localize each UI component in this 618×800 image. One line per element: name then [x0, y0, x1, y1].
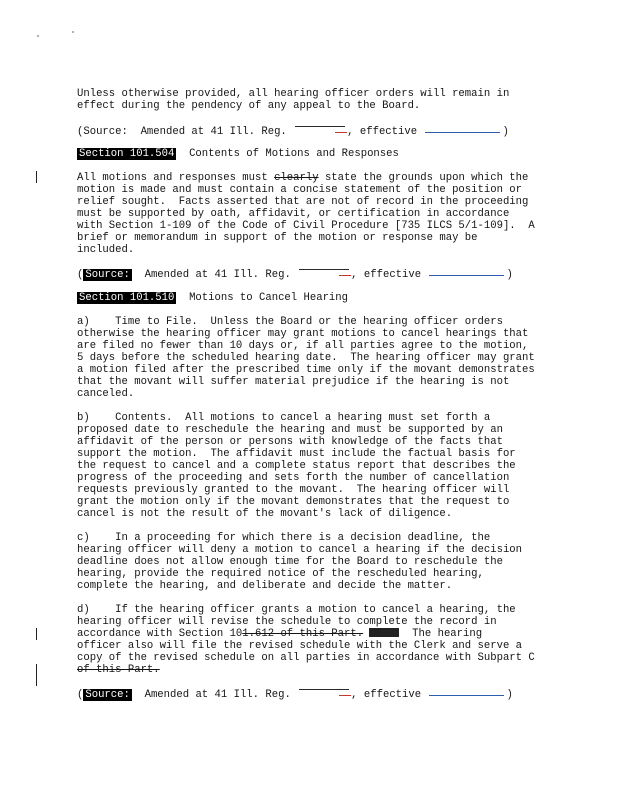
text-line: the request to cancel and a complete status report that describes the: [77, 460, 516, 472]
struck-text: 1.612 of this Part.: [242, 628, 364, 640]
source-highlight: Source:: [85, 689, 130, 701]
text-line: canceled.: [77, 388, 135, 400]
text-line: 5 days before the scheduled hearing date. The hearing officer may grant: [77, 352, 535, 364]
scan-speck: [37, 35, 39, 37]
scan-speck: [72, 31, 74, 33]
blank-date: [429, 694, 504, 696]
blank-volume: [299, 268, 349, 270]
revision-bar: [36, 676, 37, 686]
text-line: All motions and responses must clearly state the grounds upon which the: [77, 172, 529, 184]
text-line: c) In a proceeding for which there is a decision deadline, the: [77, 532, 491, 544]
blank-date: [429, 274, 504, 276]
text-line: officer also will file the revised schedule with the Clerk and serve a: [77, 640, 523, 652]
text-line: that the movant will suffer material prejudice if the hearing is not: [77, 376, 510, 388]
section-heading: Section 101.504 Contents of Motions and Responses: [79, 148, 399, 160]
source-note: ( Source: Amended at 41 Ill. Reg. , effective ): [77, 689, 513, 701]
struck-text: of this Part.: [77, 664, 160, 676]
revision-bar: [36, 664, 37, 676]
source-text: (Source: Amended at 41 Ill. Reg.: [77, 126, 294, 138]
text-line: Unless otherwise provided, all hearing officer orders will remain in: [77, 88, 510, 100]
struck-word: clearly: [274, 172, 319, 184]
text-line: are filed no fewer than 10 days or, if all parties agree to the motion,: [77, 340, 529, 352]
text-line: support the motion. The affidavit must include the factual basis for: [77, 448, 516, 460]
text-line: proposed date to reschedule the hearing and must be supported by an: [77, 424, 503, 436]
text-line: [77, 664, 547, 676]
text-line: d) If the hearing officer grants a motion to cancel a hearing, the: [77, 604, 516, 616]
text-line: relief sought. Facts asserted that are not of record in the proceeding: [77, 196, 529, 208]
text-line: effect during the pendency of any appeal to the Board.: [77, 100, 421, 112]
blank-date: [425, 131, 500, 133]
text-line: a) Time to File. Unless the Board or the hearing officer orders: [77, 316, 503, 328]
text-line: accordance with Section 101.612 of this Part. The hearing: [77, 628, 483, 640]
section-heading: Section 101.510 Motions to Cancel Hearing: [79, 292, 349, 304]
source-note: [77, 125, 547, 138]
text-line: requests previously granted to the movant. The hearing officer will: [77, 484, 510, 496]
text-line: hearing, provide the required notice of the rescheduled hearing,: [77, 568, 484, 580]
redaction-mark: [369, 628, 399, 637]
text-line: otherwise the hearing officer may grant motions to cancel hearings that: [77, 328, 529, 340]
section-number-highlight: Section 101.504: [79, 148, 175, 160]
text-line: b) Contents. All motions to cancel a hearing must set forth a: [77, 412, 491, 424]
text-line: grant the motion only if the movant demonstrates that the request to: [77, 496, 510, 508]
text-line: a motion filed after the prescribed time only if the movant demonstrates: [77, 364, 535, 376]
revision-bar: [36, 628, 37, 640]
text-line: hearing officer will revise the schedule to complete the record in: [77, 616, 497, 628]
text-line: cancel is not the result of the movant's lack of diligence.: [77, 508, 453, 520]
text-line: with Section 1-109 of the Code of Civil Procedure [735 ILCS 5/1-109]. A: [77, 220, 535, 232]
text-line: complete the hearing, and deliberate and decide the matter.: [77, 580, 453, 592]
text-line: affidavit of the person or persons with knowledge of the facts that: [77, 436, 503, 448]
source-close: ): [502, 126, 509, 138]
text-line: deadline does not allow enough time for the Board to reschedule the: [77, 556, 503, 568]
section-number-highlight: Section 101.510: [79, 292, 175, 304]
blank-volume: [299, 688, 349, 690]
text-line: must be supported by oath, affidavit, or certification in accordance: [77, 208, 510, 220]
blank-volume: [295, 125, 345, 127]
source-highlight: Source:: [85, 269, 130, 281]
text-line: brief or memorandum in support of the motion or response may be: [77, 232, 478, 244]
text-line: motion is made and must contain a concise statement of the position or: [77, 184, 523, 196]
text-line: progress of the proceeding and sets forth the number of cancellation: [77, 472, 510, 484]
text-line: included.: [77, 244, 135, 256]
text-line: copy of the revised schedule on all parties in accordance with Subpart C: [77, 652, 535, 664]
effective-label: , effective: [347, 126, 424, 138]
revision-bar: [36, 171, 37, 183]
text-line: hearing officer will deny a motion to cancel a hearing if the decision: [77, 544, 523, 556]
source-note: ( Source: Amended at 41 Ill. Reg. , effective ): [77, 269, 513, 281]
